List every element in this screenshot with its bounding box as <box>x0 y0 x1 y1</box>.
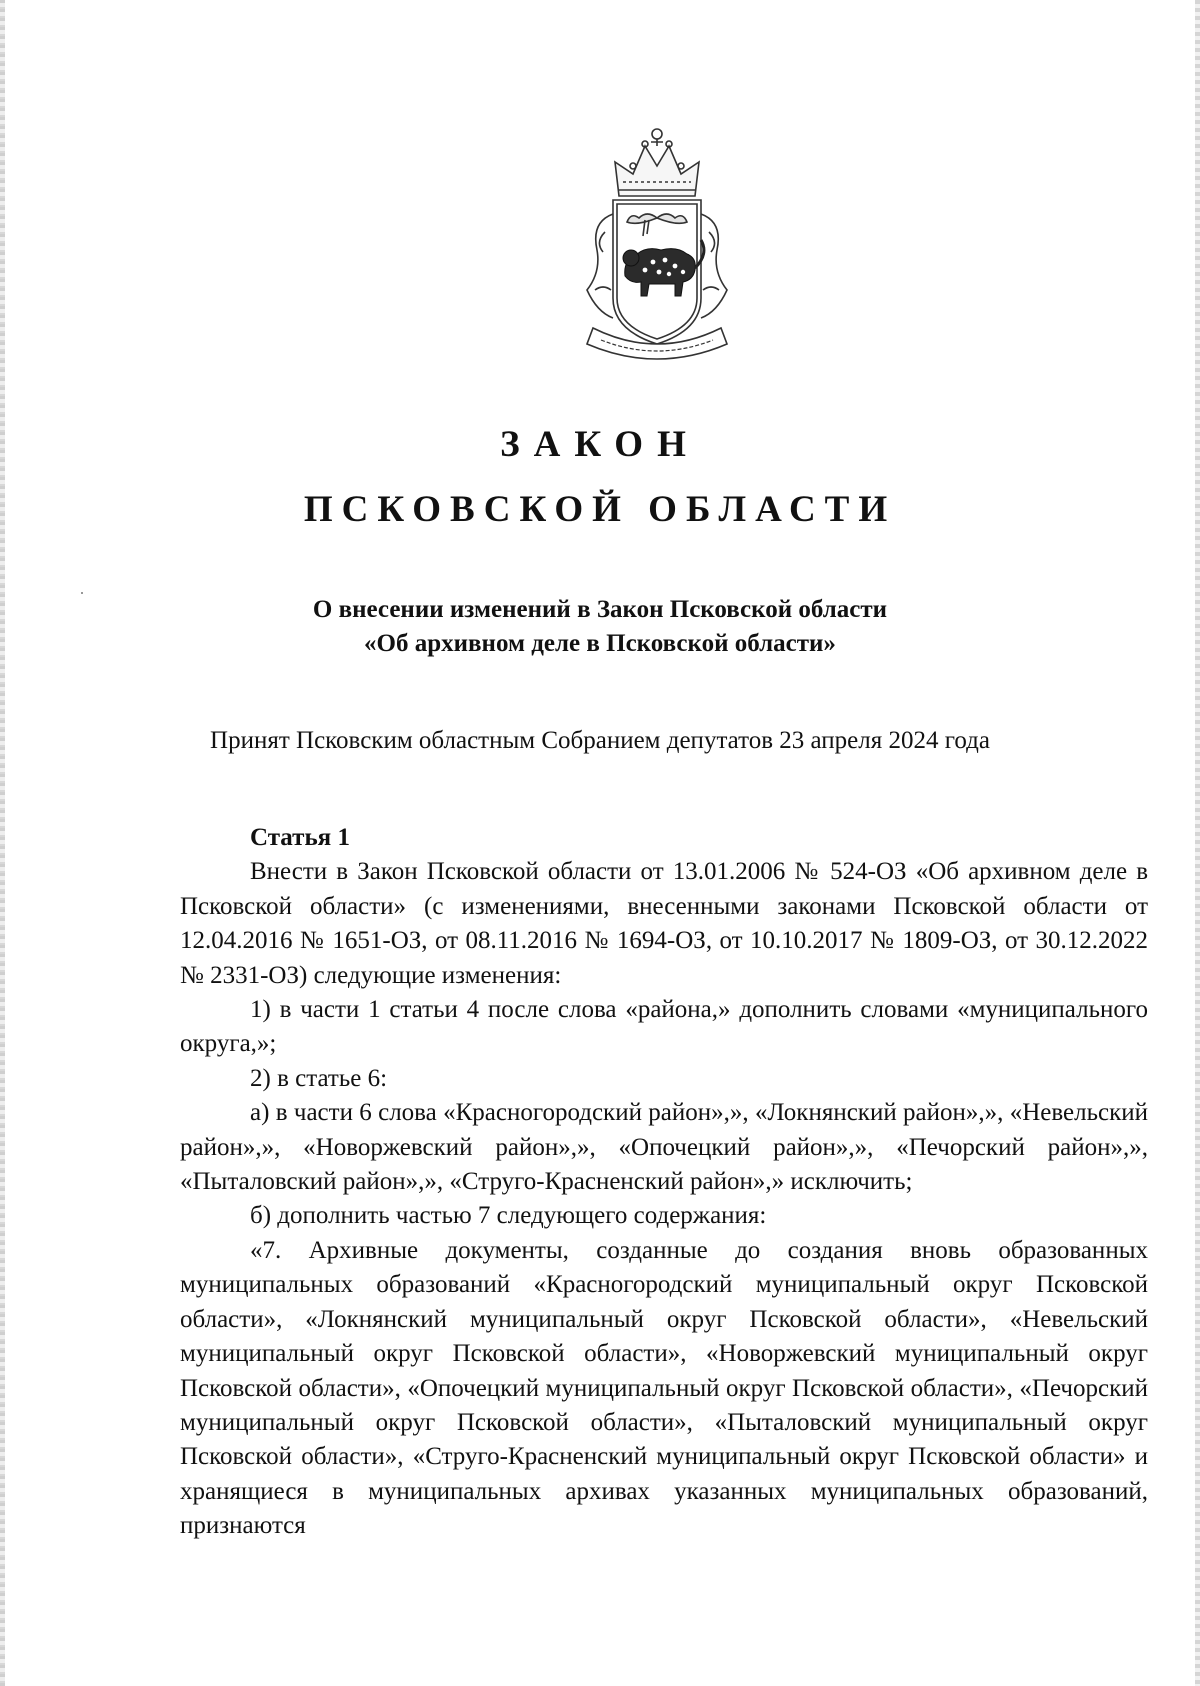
scan-edge-left <box>0 0 5 1686</box>
scan-edge-right <box>1195 0 1200 1686</box>
article-paragraph: «7. Архивные документы, созданные до создания вновь образованных муниципальных образований «Красногородский муниципальный округ Псковской области», «Локнянский муниципальный округ Псковской области», «Невельский муниципальный округ Псковской области», «Новоржевский муниципальный округ Псковской области», «Опочецкий муниципальный округ Псковской области», «Печорский муниципальный округ Псковской области», «Пыталовский муниципальный округ Псковской области», «Струго-Красненский муниципальный округ Псковской области» и хранящиеся в муниципальных архивах указанных муниципальных образований, признаются <box>180 1236 1148 1540</box>
article-paragraph: Внести в Закон Псковской области от 13.01.2006 № 524-ОЗ «Об архивном деле в Псковской области» (с изменениями, внесенными законами Псковской области от 12.04.2016 № 1651-ОЗ, от 08.11.2016 № 1694-ОЗ, от 10.10.2017 № 1809-ОЗ, от 30.12.2022 № 2331-ОЗ) следующие изменения: <box>180 858 1148 989</box>
subtitle-line-2: «Об архивном деле в Псковской области» <box>364 630 836 657</box>
pskov-coat-of-arms-icon <box>557 122 757 362</box>
article-body <box>180 821 1148 1544</box>
article-paragraph: б) дополнить частью 7 следующего содержания: <box>250 1202 767 1230</box>
law-heading: ЗАКОН <box>500 424 700 465</box>
article-paragraph: 2) в статье 6: <box>250 1064 388 1092</box>
article-paragraph: а) в части 6 слова «Красногородский район»,», «Локнянский район»,», «Невельский район»,», «Новоржевский район»,», «Опочецкий район»,», «Печорский район»,», «Пыталовский район»,», «Струго-Красненский район»,» исключить; <box>180 1099 1148 1196</box>
article-paragraph: 1) в части 1 статьи 4 после слова «района,» дополнить словами «муниципального округа,»; <box>180 996 1148 1058</box>
law-subtitle <box>0 593 1200 661</box>
region-heading: ПСКОВСКОЙ ОБЛАСТИ <box>303 489 897 530</box>
adoption-statement: Принят Псковским областным Собранием депутатов 23 апреля 2024 года <box>210 727 990 754</box>
article-title: Статья 1 <box>250 824 350 851</box>
subtitle-line-1: О внесении изменений в Закон Псковской области <box>312 596 888 623</box>
